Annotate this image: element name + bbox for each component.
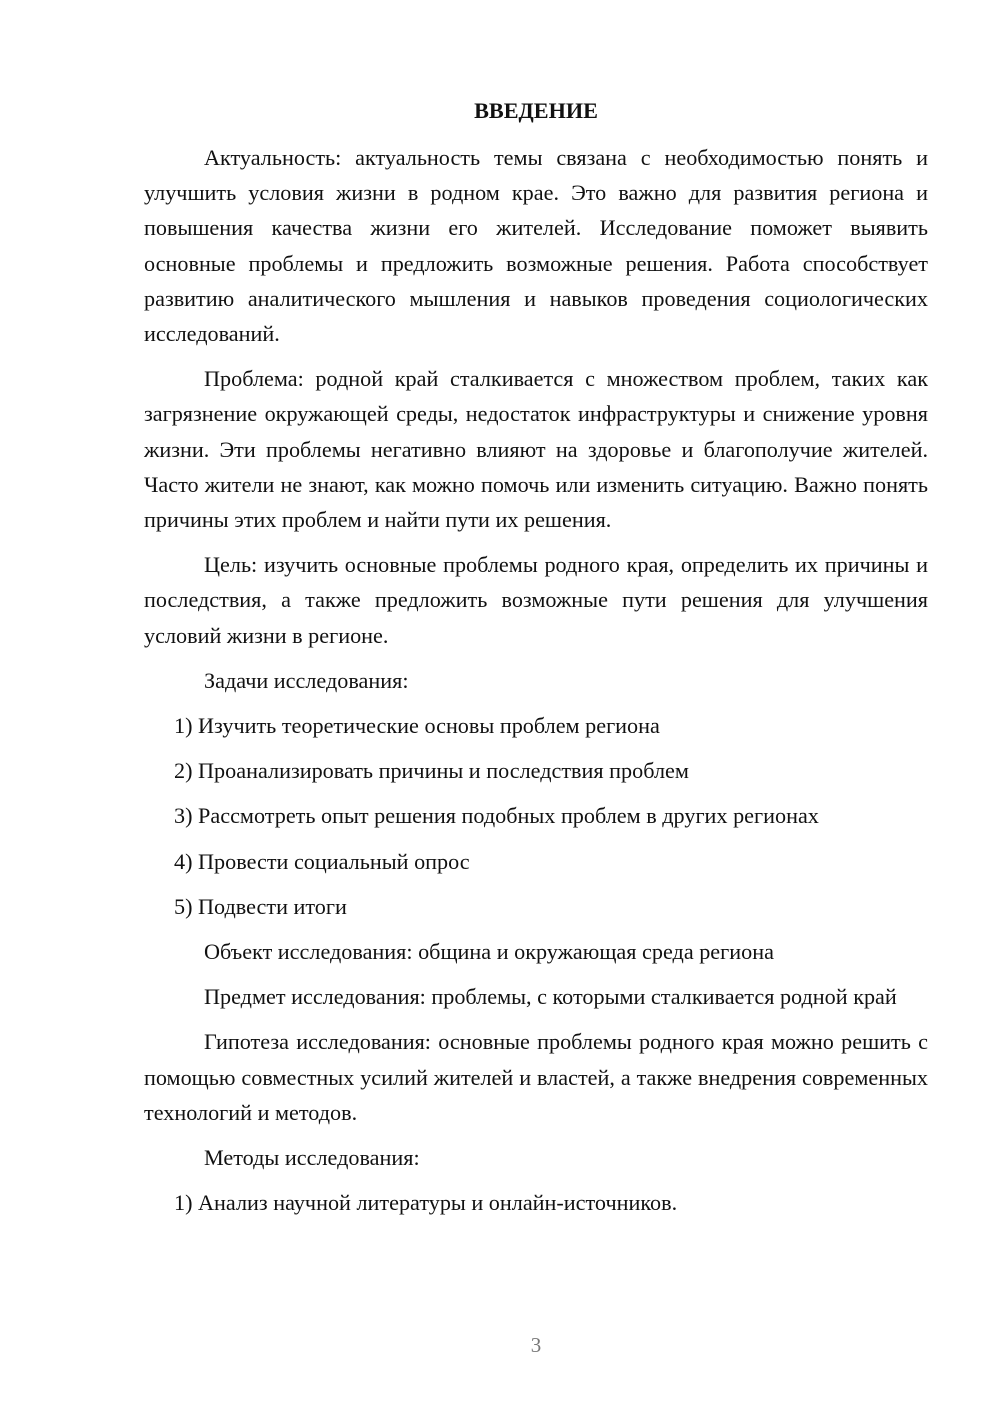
tasks-label: Задачи исследования: <box>204 667 409 693</box>
task-item: 5) Подвести итоги <box>174 893 347 919</box>
task-item: 3) Рассмотреть опыт решения подобных проблем в других регионах <box>174 803 819 829</box>
methods-label: Методы исследования: <box>204 1145 420 1171</box>
goal-paragraph: Цель: изучить основные проблемы родного края, определить их причины и последствия, а также предложить возможные пути решения для улучшения условий жизни в регионе. <box>144 552 928 648</box>
method-item: 1) Анализ научной литературы и онлайн-источников. <box>174 1190 678 1216</box>
task-item: 1) Изучить теоретические основы проблем региона <box>174 713 660 739</box>
task-item: 4) Провести социальный опрос <box>174 848 470 874</box>
page-number: 3 <box>530 1333 542 1357</box>
page-content <box>144 93 928 1230</box>
object-paragraph: Объект исследования: община и окружающая среда региона <box>204 939 774 965</box>
relevance-paragraph: Актуальность: актуальность темы связана с необходимостью понять и улучшить условия жизни в родном крае. Это важно для развития региона и повышения качества жизни его жителей. Исследование поможет выявить основные проблемы и предложить возможные решения. Работа способствует развитию аналитического мышления и навыков проведения социологических исследований. <box>144 145 928 347</box>
section-heading: ВВЕДЕНИЕ <box>474 98 598 123</box>
problem-paragraph: Проблема: родной край сталкивается с множеством проблем, таких как загрязнение окружающей среды, недостаток инфраструктуры и снижение уровня жизни. Эти проблемы негативно влияют на здоровье и благополучие жителей. Часто жители не знают, как можно помочь или изменить ситуацию. Важно понять причины этих проблем и найти пути их решения. <box>144 366 928 533</box>
hypothesis-paragraph: Гипотеза исследования: основные проблемы родного края можно решить с помощью совместных усилий жителей и властей, а также внедрения современных технологий и методов. <box>144 1029 928 1125</box>
task-item: 2) Проанализировать причины и последствия проблем <box>174 758 689 784</box>
subject-paragraph: Предмет исследования: проблемы, с которыми сталкивается родной край <box>204 984 897 1010</box>
